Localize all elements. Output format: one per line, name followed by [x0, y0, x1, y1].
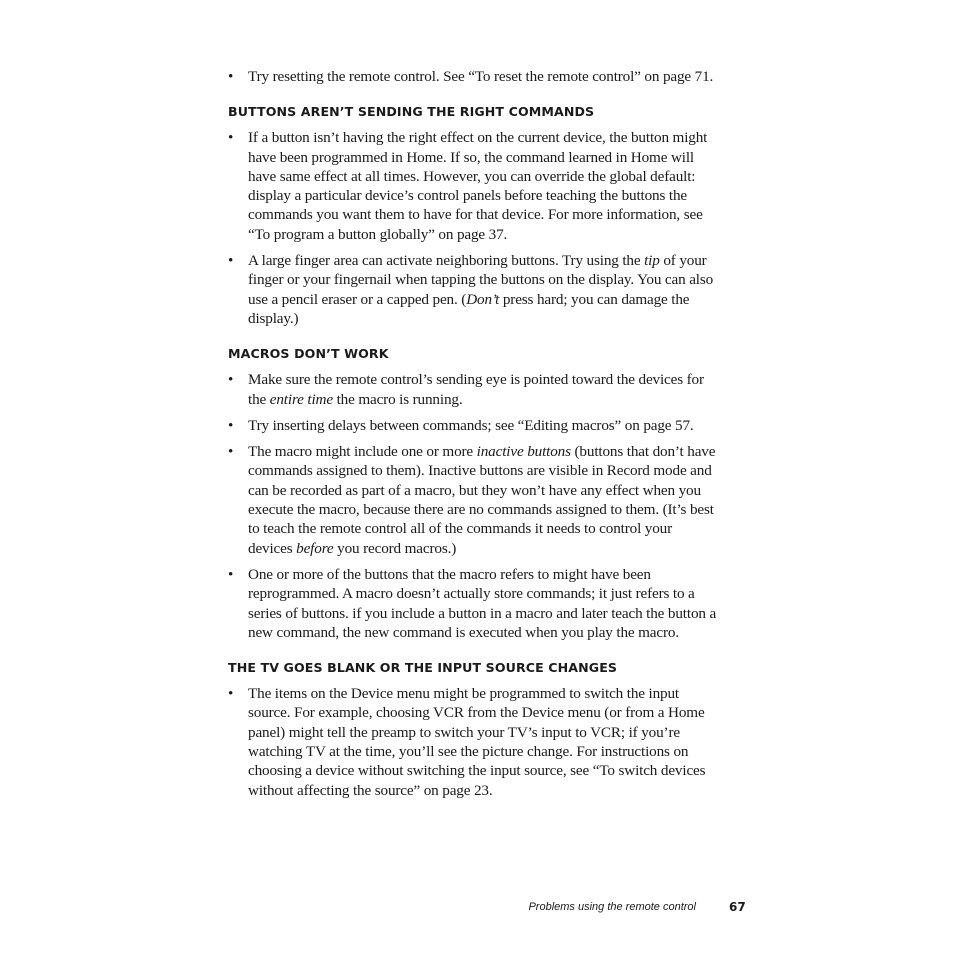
list-item	[228, 370, 718, 409]
list-item	[228, 442, 718, 558]
bullet-icon: •	[228, 252, 234, 270]
page-body	[228, 67, 718, 807]
bullet-icon: •	[228, 129, 234, 147]
page-footer	[0, 900, 954, 918]
section-list	[228, 370, 718, 642]
item-text: Try inserting delays between commands; see “Editing macros” on page 57.	[248, 416, 694, 434]
page-number: 67	[729, 900, 746, 914]
intro-list	[228, 67, 718, 86]
list-item	[228, 67, 718, 86]
running-footer-title: Problems using the remote control	[528, 901, 696, 913]
item-text: A large finger area can activate neighboring buttons. Try using the tip of your finger or your fingernail when tapping the buttons on the display. You can also use a pencil eraser or a capped pen. (Don’t press hard; you can damage the display.)	[248, 252, 714, 327]
section-buttons-commands	[228, 104, 718, 328]
section-list	[228, 684, 718, 800]
item-text: Make sure the remote control’s sending eye is pointed toward the devices for the entire time the macro is running.	[248, 371, 704, 408]
item-text: The macro might include one or more inactive buttons (buttons that don’t have commands assigned to them). Inactive buttons are visible in Record mode and can be recorded as part of a macro, but they won’t have any effect when you execute the macro, because there are no commands assigned to them. (It’s best to teach the remote control all of the commands it needs to control your devices before you record macros.)	[248, 443, 716, 557]
item-text: Try resetting the remote control. See “To reset the remote control” on page 71.	[248, 68, 714, 85]
item-text: If a button isn’t having the right effect on the current device, the button might have been programmed in Home. If so, the command learned in Home will have same effect at all times. However, you can override the global default: display a particular device’s control panels before teaching the buttons the commands you want them to have for that device. For more information, see “To program a button globally” on page 37.	[248, 129, 708, 243]
list-item	[228, 128, 718, 244]
section-heading: THE TV GOES BLANK OR THE INPUT SOURCE CHANGES	[228, 660, 618, 676]
item-text: One or more of the buttons that the macro refers to might have been reprogrammed. A macro doesn’t actually store commands; it just refers to a series of buttons. if you include a button in a macro and later teach the button a new command, the new command is executed when you play the macro.	[248, 565, 717, 641]
list-item	[228, 251, 718, 328]
list-item	[228, 416, 718, 435]
bullet-icon: •	[228, 565, 234, 583]
bullet-icon: •	[228, 416, 234, 434]
bullet-icon: •	[228, 685, 234, 703]
bullet-icon: •	[228, 371, 234, 389]
list-item	[228, 565, 718, 642]
list-item	[228, 684, 718, 800]
bullet-icon: •	[228, 443, 234, 461]
item-text: The items on the Device menu might be programmed to switch the input source. For example, choosing VCR from the Device menu (or from a Home panel) might tell the preamp to switch your TV’s input to VCR; if you’re watching TV at the time, you’ll see the picture change. For instructions on choosing a device without switching the input source, see “To switch devices without affecting the source” on page 23.	[248, 685, 706, 799]
section-list	[228, 128, 718, 328]
section-tv-blank	[228, 660, 718, 800]
section-heading: BUTTONS AREN’T SENDING THE RIGHT COMMANDS	[228, 104, 595, 120]
section-heading: MACROS DON’T WORK	[228, 346, 389, 362]
section-macros	[228, 346, 718, 642]
bullet-icon: •	[228, 68, 234, 85]
